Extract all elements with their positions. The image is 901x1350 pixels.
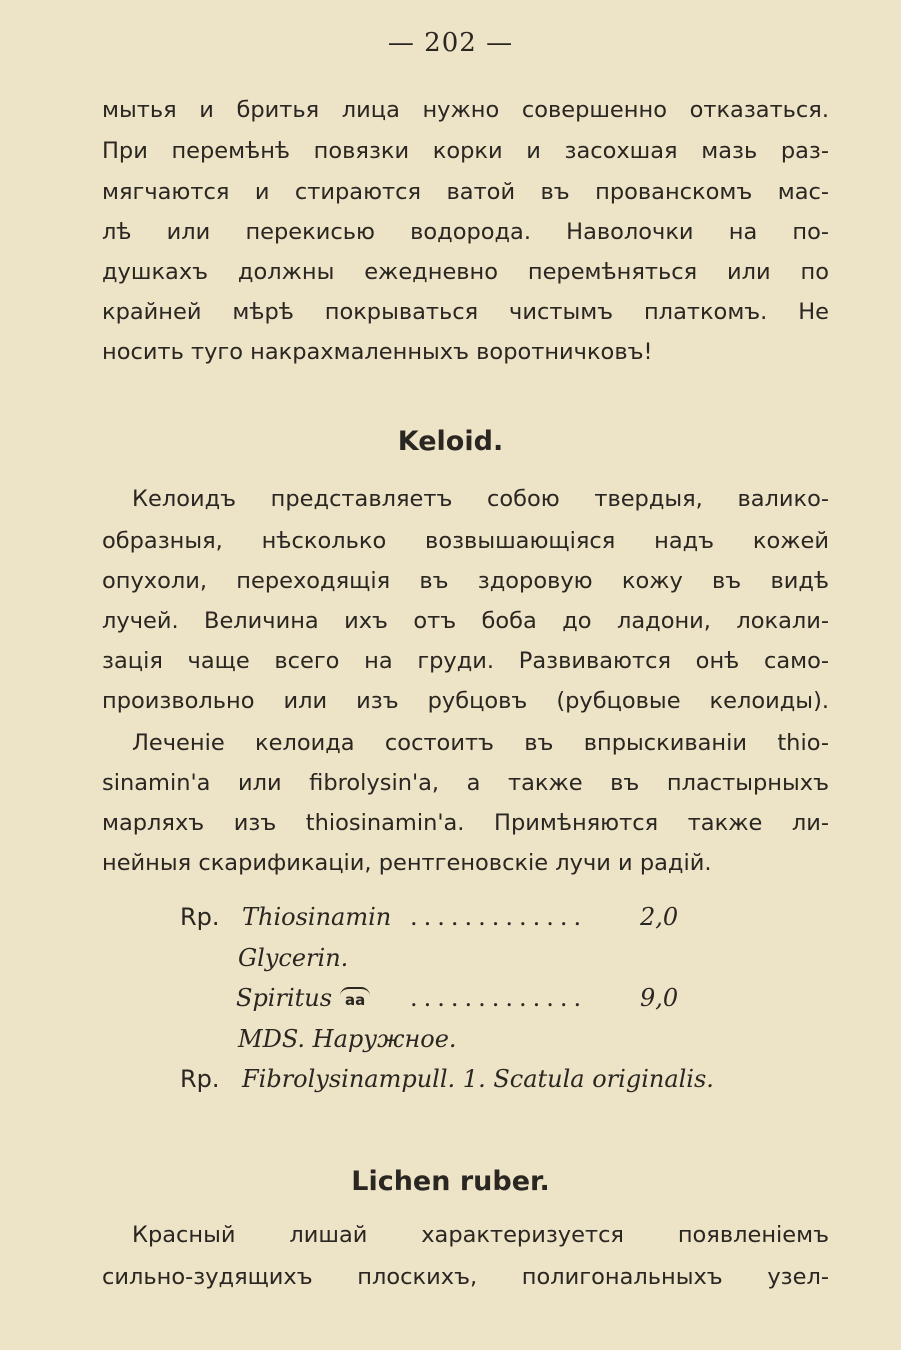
section-heading-lichen-ruber: Lichen ruber. xyxy=(351,1166,550,1197)
rx-ingredient: Glycerin. xyxy=(238,944,349,972)
text-line: опухоли, переходящія въ здоровую кожу въ видѣ xyxy=(102,568,829,594)
rx-ingredient: Thiosinamin xyxy=(242,903,392,931)
text-line: лѣ или перекисью водорода. Наволочки на по- xyxy=(102,219,829,245)
rx-dose: 2,0 xyxy=(640,903,679,931)
rx-signature: MDS. Наружное. xyxy=(238,1025,457,1053)
text-line: произвольно или изъ рубцовъ (рубцовые келоиды). xyxy=(102,688,829,714)
text-line: мягчаются и стираются ватой въ прованскомъ мас- xyxy=(102,179,829,205)
text-line: крайней мѣрѣ покрываться чистымъ платкомъ. Не xyxy=(102,299,829,325)
text-line: Леченіе келоида состоитъ въ впрыскиваніи thio- xyxy=(132,730,829,756)
text-line: При перемѣнѣ повязки корки и засохшая мазь раз- xyxy=(102,138,829,164)
text-line: марляхъ изъ thiosinamin'a. Примѣняются также ли- xyxy=(102,810,829,836)
page-number: — 202 — xyxy=(387,28,514,58)
ana-symbol: aa xyxy=(340,987,370,1009)
rx-label: Rp. xyxy=(180,1065,220,1093)
text-line: душкахъ должны ежедневно перемѣняться или по xyxy=(102,259,829,285)
leader-dots: ............. xyxy=(410,984,588,1012)
rx-label: Rp. xyxy=(180,903,220,931)
text-line: сильно-зудящихъ плоскихъ, полигональныхъ узел- xyxy=(102,1264,829,1290)
text-line: Келоидъ представляетъ собою твердыя, валико- xyxy=(132,486,829,512)
text-line: образныя, нѣсколько возвышающіяся надъ кожей xyxy=(102,528,829,554)
text-line: нейныя скарификаціи, рентгеновскіе лучи и радій. xyxy=(102,850,712,876)
text-line: зація чаще всего на груди. Развиваются онѣ само- xyxy=(102,648,829,674)
rx-ingredient: Spiritus xyxy=(236,984,333,1012)
text-line: мытья и бритья лица нужно совершенно отказаться. xyxy=(102,97,829,123)
text-line: sinamin'a или fibrolysin'a, а также въ пластырныхъ xyxy=(102,770,829,796)
leader-dots: ............. xyxy=(410,903,588,931)
rx-dose: 9,0 xyxy=(640,984,679,1012)
text-line: Красный лишай характеризуется появленіемъ xyxy=(132,1222,829,1248)
section-heading-keloid: Keloid. xyxy=(397,426,504,457)
text-line: носить туго накрахмаленныхъ воротничковъ! xyxy=(102,339,653,365)
text-line: лучей. Величина ихъ отъ боба до ладони, локали- xyxy=(102,608,829,634)
rx-ingredient: Fibrolysinampull. 1. Scatula originalis. xyxy=(242,1065,714,1093)
